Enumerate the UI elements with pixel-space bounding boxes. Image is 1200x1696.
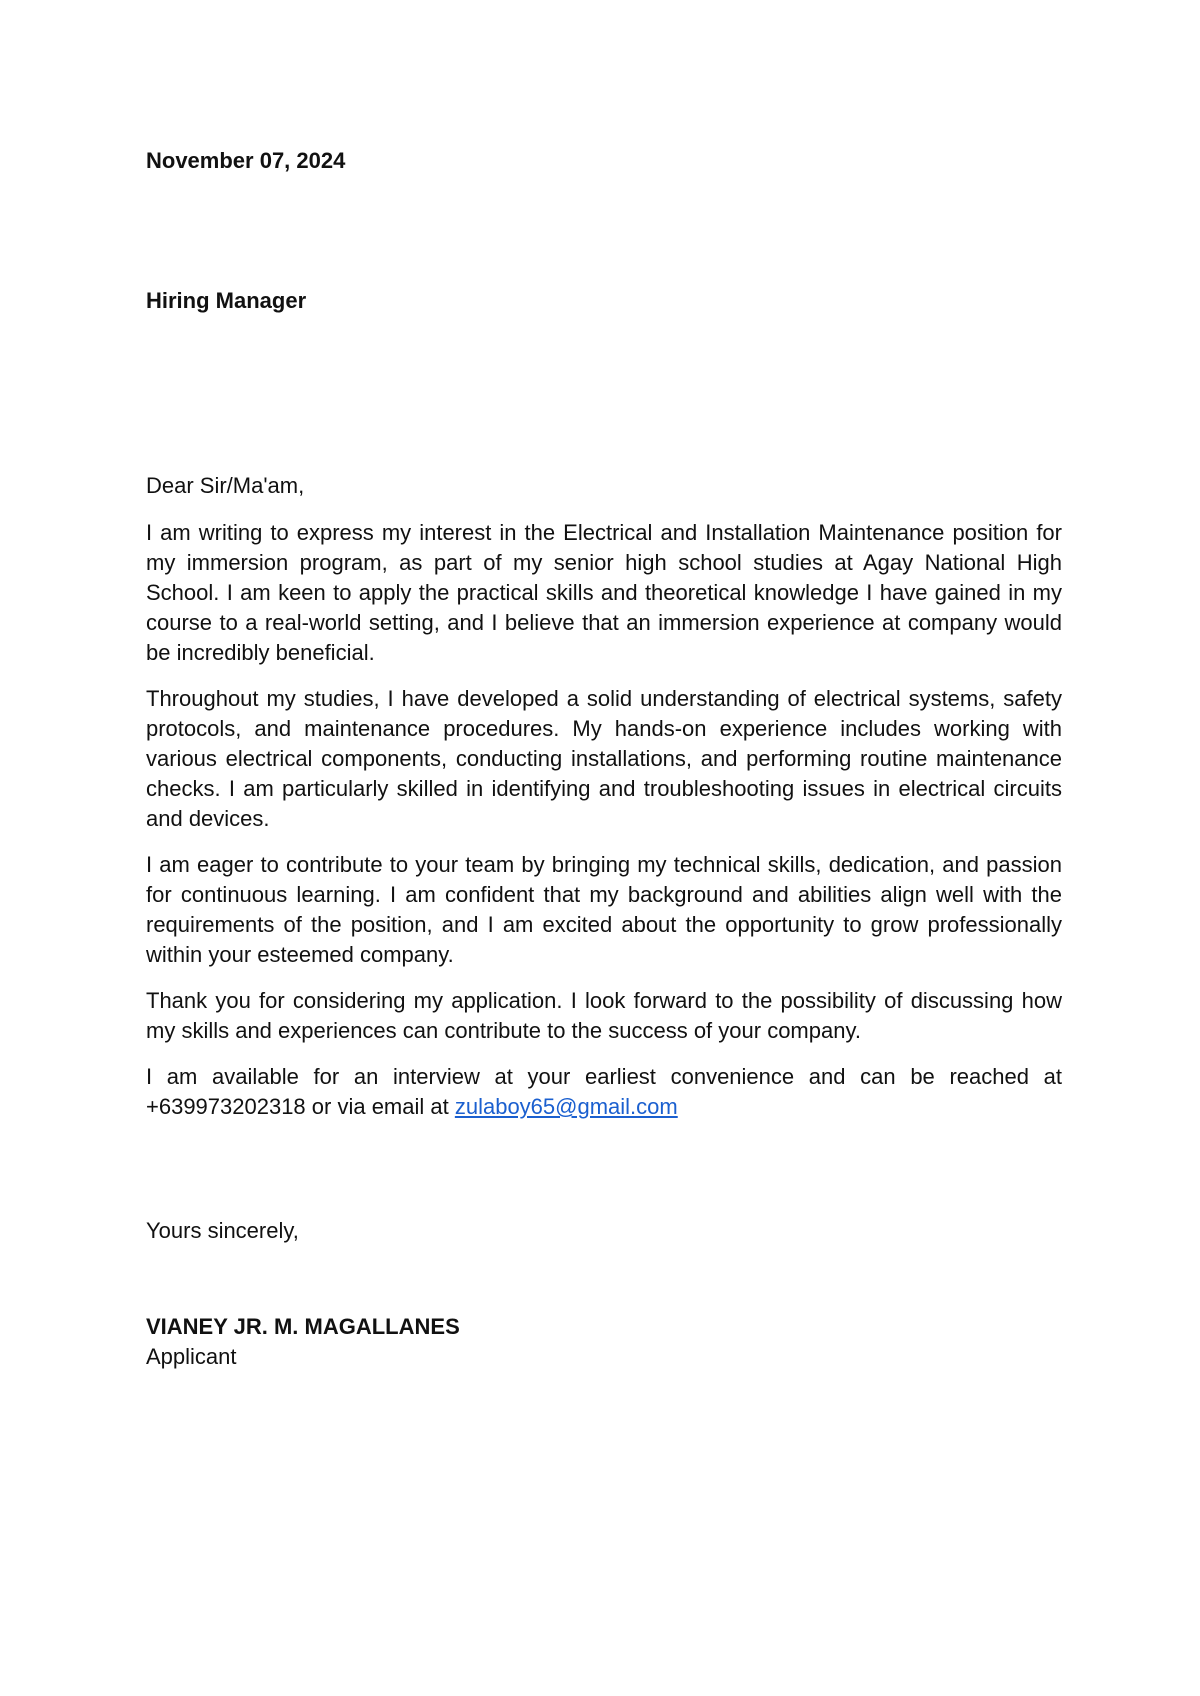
letter-closing: Yours sincerely, [146,1218,299,1243]
body-paragraph-intro: I am writing to express my interest in the Electrical and Installation Maintenance position for my immersion program, as part of my senior high school studies at Agay National High School. I am keen to apply the practical skills and theoretical knowledge I have gained in my course to a real-world setting, and I believe that an immersion experience at company would be incredibly beneficial. [146,520,1062,665]
contact-text: I am available for an interview at your earliest convenience and can be reached at +639973202318 or via email at [146,1064,1062,1119]
letter-recipient: Hiring Manager [146,288,307,313]
body-paragraph-contact [146,1062,1062,1122]
body-paragraph-contribution: I am eager to contribute to your team by bringing my technical skills, dedication, and passion for continuous learning. I am confident that my background and abilities align well with the requirements of the position, and I am excited about the opportunity to grow professionally within your esteemed company. [146,852,1062,967]
signer-name: VIANEY JR. M. MAGALLANES [146,1314,460,1339]
body-paragraph-experience: Throughout my studies, I have developed a solid understanding of electrical systems, safety protocols, and maintenance procedures. My hands-on experience includes working with various electrical components, conducting installations, and performing routine maintenance checks. I am particularly skilled in identifying and troubleshooting issues in electrical circuits and devices. [146,686,1062,831]
letter-date: November 07, 2024 [146,148,346,173]
signer-title: Applicant [146,1344,237,1369]
letter-body [146,518,1062,1138]
email-link[interactable]: zulaboy65@gmail.com [454,1094,678,1119]
letter-salutation: Dear Sir/Ma'am, [146,473,305,498]
body-paragraph-thanks: Thank you for considering my application. I look forward to the possibility of discussing how my skills and experiences can contribute to the success of your company. [146,988,1062,1043]
